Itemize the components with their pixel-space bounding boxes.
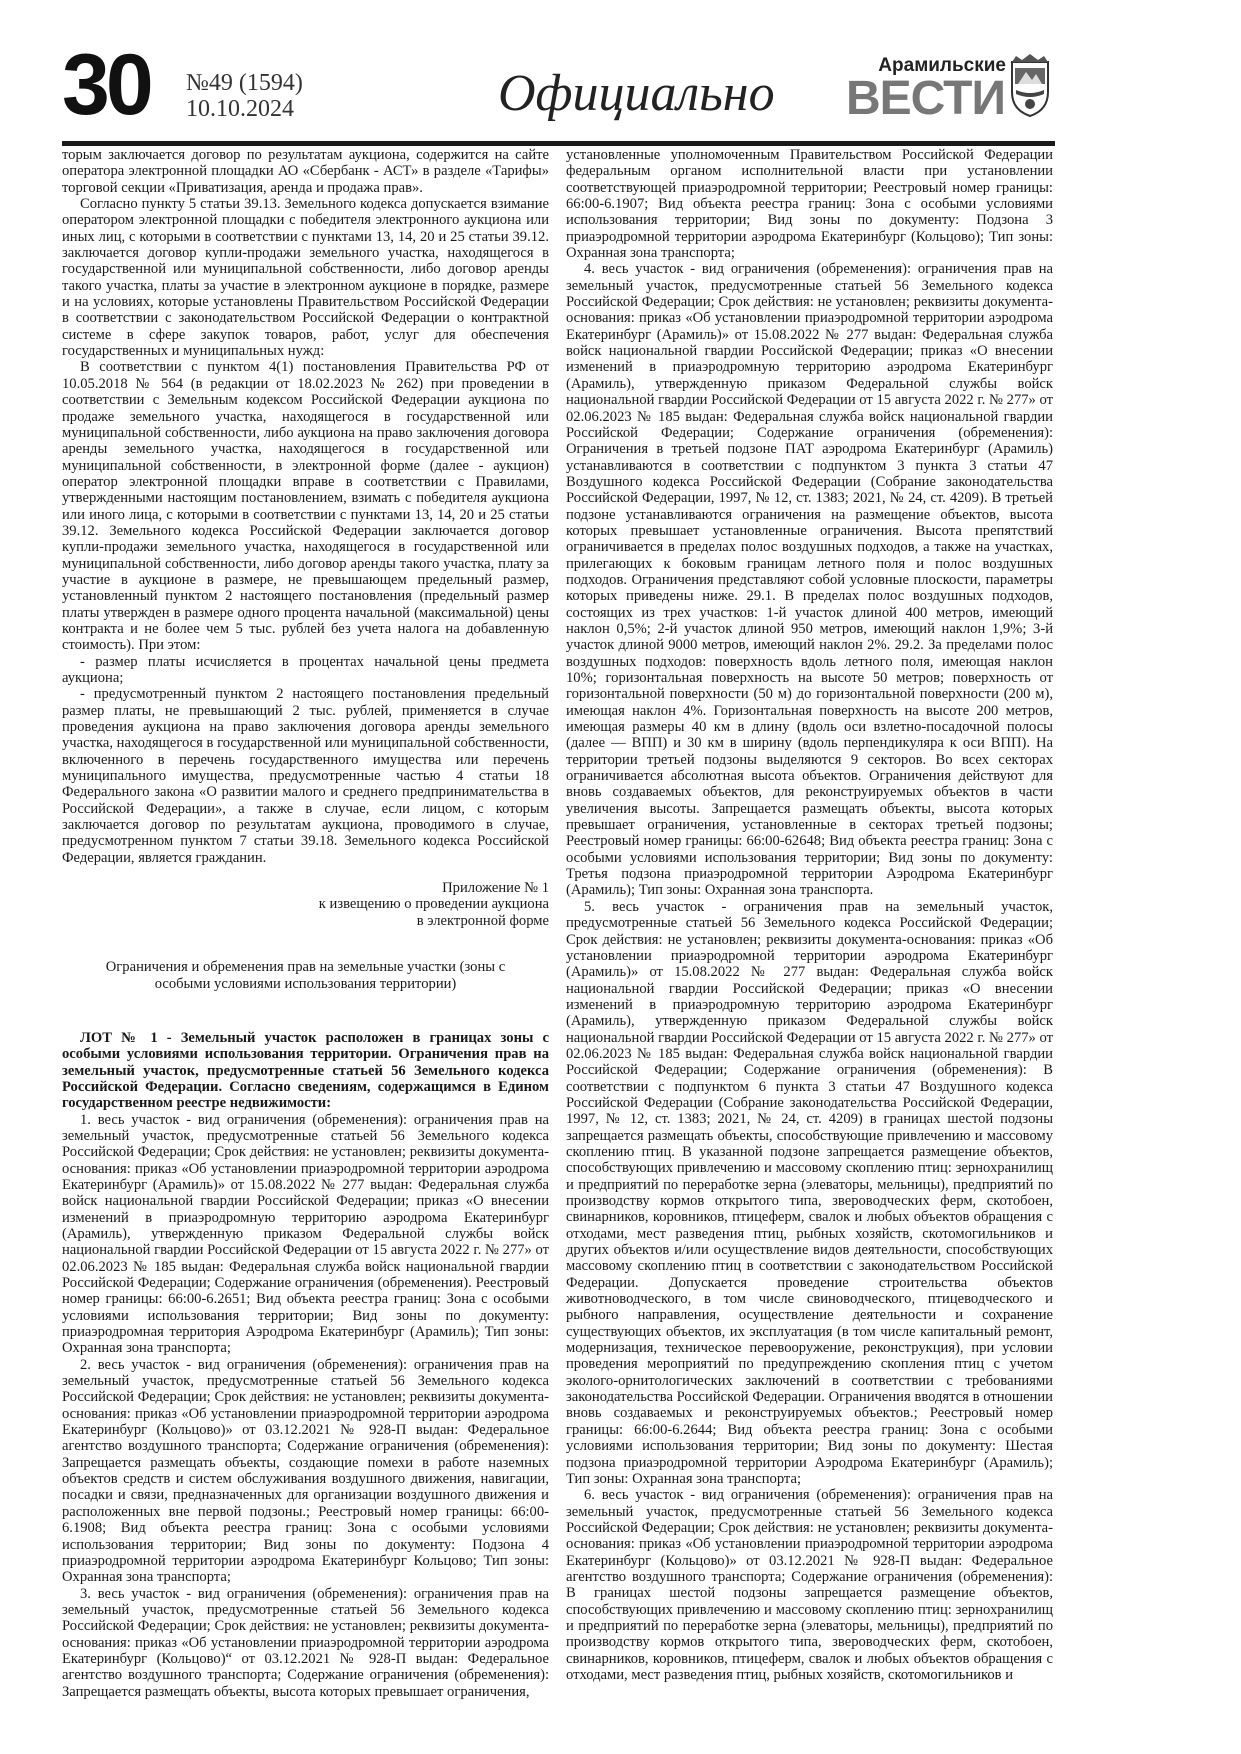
issue-info [186,70,303,122]
restriction-item: 1. весь участок - вид ограничения (обременения): ограничения прав на земельный участок, предусмотренные статьей 56 Земельного кодекса Российской Федерации; Срок действия: не установлен; реквизиты документа-основания: приказ «Об установлении приаэродромной территории аэродрома Екатеринбург (Арамиль)» от 15.08.2022 № 277 выдан: Федеральная служба войск национальной гвардии Российской Федерации; приказ «О внесении изменений в приаэродромную территорию аэродрома Екатеринбург (Арамиль), утвержденную приказом Федеральной службы войск национальной гвардии Российской Федерации от 15 августа 2022 г. № 277» от 02.06.2023 № 185 выдан: Федеральная служба войск национальной гвардии Российской Федерации; Содержание ограничения (обременения). Реестровый номер границы: 66:00-6.2651; Вид объекта реестра границ: Зона с особыми условиями использования территории; Вид зоны по документу: приаэродромная территория Аэродрома Екатеринбург (Арамиль); Тип зоны: Охранная зона транспорта; [62,1111,549,1357]
paragraph: - предусмотренный пунктом 2 настоящего постановления предельный размер платы, не превышающий 2 тыс. рублей, применяется в случае проведения аукциона на право заключения договора аренды земельного участка, находящегося в государственной или муниципальной собственности, включенного в перечень государственного имущества или перечень муниципального имущества, предусмотренные частью 4 статьи 18 Федерального закона «О развитии малого и среднего предпринимательства в Российской Федерации», а также в случае, если лицом, с которым заключается договор по результатам аукциона, проводимого в случае, предусмотренном пунктом 7 статьи 39.18. Земельного кодекса Российской Федерации, является гражданин. [62,686,549,866]
restriction-item: 5. весь участок - ограничения прав на земельный участок, предусмотренные статьей 56 Земельного кодекса Российской Федерации; Срок действия: не установлен; реквизиты документа-основания: приказ «Об установлении приаэродромной территории аэродрома Екатеринбург (Арамиль)» от 15.08.2022 № 277 выдан: Федеральная служба войск национальной гвардии Российской Федерации; приказ «О внесении изменений в приаэродромную территорию аэродрома Екатеринбург (Арамиль), утвержденную приказом Федеральной службы войск национальной гвардии Российской Федерации от 15 августа 2022 г. № 277» от 02.06.2023 № 185 выдан: Федеральная служба войск национальной гвардии Российской Федерации; Содержание ограничения (обременения): В соответствии с подпунктом 6 пункта 3 статьи 47 Воздушного кодекса Российской Федерации (Собрание законодательства Российской Федерации, 1997, № 12, ст. 1383; 2021, № 24, ст. 4209) в границах шестой подзоны запрещается размещать объекты, способствующие привлечению и массовому скоплению птиц. В указанной подзоне запрещается размещение объектов, способствующих привлечению и массовому скоплению птиц: зернохранилищ и предприятий по переработке зерна (элеваторы, мельницы), предприятий по производству кормов открытого типа, звероводческих ферм, скотобоен, свинарников, коровников, птицеферм, свалок и любых объектов обращения с отходами, мест разведения птиц, рыбных хозяйств, скотомогильников и других объектов и/или осуществление видов деятельности, способствующих массовому скоплению птиц в соответствии с законодательством Российской Федерации. Допускается проведение строительства объектов животноводческого, в том числе свиноводческого, птицеводческого и рыбного направления, осуществление деятельности и сохранение существующих объектов, их эксплуатация (в том числе капитальный ремонт, модернизация, техническое перевооружение, реконструкция), при условии проведения мероприятий по предупреждению скопления птиц с учетом эколого-орнитологических заключений в соответствии с требованиями законодательства Российской Федерации. Ограничения вводятся в отношении вновь создаваемых и реконструируемых объектов.; Реестровый номер границы: 66:00-6.2644; Вид объекта реестра границ: Зона с особыми условиями использования территории; Вид зоны по документу: Шестая подзона приаэродромной территории Аэродрома Екатеринбург (Арамиль); Тип зоны: Охранная зона транспорта; [566,898,1053,1487]
appendix-title: Ограничения и обременения прав на земельные участки (зоны с особыми условиями использования территории) [105,959,506,992]
appendix-line: к извещению о проведении аукциона [318,896,549,913]
appendix-note [62,880,549,929]
page-header [62,37,1055,140]
issue-number: №49 (1594) [186,70,303,96]
page-number: 30 [62,37,150,133]
logo-big-text: ВЕСТИ [846,72,1005,125]
paragraph: В соответствии с пунктом 4(1) постановления Правительства РФ от 10.05.2018 № 564 (в редакции от 18.02.2023 № 262) при проведении в соответствии с Земельным кодексом Российской Федерации аукциона по продаже земельного участка, находящегося в государственной или муниципальной собственности, либо аукциона на право заключения договора аренды земельного участка, находящегося в государственной или муниципальной собственности, в электронной форме (далее - аукцион) оператор электронной площадки вправе в соответствии с Правилами, утвержденными настоящим постановлением, взимать с победителя аукциона или иного лица, с которыми в соответствии с пунктами 13, 14, 20 и 25 статьи 39.12. Земельного кодекса Российской Федерации заключается договор купли-продажи земельного участка, находящегося в государственной или муниципальной собственности, либо договор аренды такого участка, плату за участие в аукционе в размере, не превышающем предельный размер, установленный пунктом 2 настоящего постановления (предельный размер платы утвержден в размере одного процента начальной (максимальной) цены контракта и не более чем 5 тыс. рублей без учета налога на добавленную стоимость). При этом: [62,359,549,654]
restriction-item: 6. весь участок - вид ограничения (обременения): ограничения прав на земельный участок, предусмотренные статьей 56 Земельного кодекса Российской Федерации; Срок действия: не установлен; реквизиты документа-основания: приказ «Об установлении приаэродромной территории аэродрома Екатеринбург (Кольцово)» от 03.12.2021 № 928-П выдан: Федеральное агентство воздушного транспорта; Содержание ограничения (обременения): В границах шестой подзоны запрещается размещение объектов, способствующих привлечению и массовому скоплению птиц: зернохранилищ и предприятий по переработке зерна (элеваторы, мельницы), предприятий по производству кормов открытого типа, звероводческих ферм, скотобоен, свинарников, коровников, птицеферм, свалок и любых объектов обращения с отходами, мест разведения птиц, рыбных хозяйств, скотомогильников и [566,1487,1053,1683]
section-title: Официально [498,65,775,122]
paragraph: - размер платы исчисляется в процентах начальной цены предмета аукциона; [62,653,549,686]
left-column [62,147,549,1700]
appendix-line: Приложение № 1 [442,880,549,897]
paragraph: установленные уполномоченным Правительством Российской Федерации федеральным органом исполнительной власти при установлении соответствующей приаэродромной территории; Реестровый номер границы: 66:00-6.1907; Вид объекта реестра границ: Зона с особыми условиями использования территории; Вид зоны по документу: Подзона 3 приаэродромной территории аэродрома Екатеринбург (Кольцово); Тип зоны: Охранная зона транспорта; [566,147,1053,262]
paragraph: Согласно пункту 5 статьи 39.13. Земельного кодекса допускается взимание оператором электронной площадки с победителя электронного аукциона или иных лиц, с которыми в соответствии с пунктами 13, 14, 20 и 25 статьи 39.12. заключается договор купли-продажи земельного участка, находящегося в государственной или муниципальной собственности, либо договор аренды такого участка, платы за участие в электронном аукционе в порядке, размере и на условиях, которые установлены Правительством Российской Федерации в соответствии с законодательством Российской Федерации о контрактной системе в сфере закупок товаров, работ, услуг для обеспечения государственных и муниципальных нужд: [62,196,549,360]
restriction-item: 3. весь участок - вид ограничения (обременения): ограничения прав на земельный участок, предусмотренные статьей 56 Земельного кодекса Российской Федерации; Срок действия: не установлен; реквизиты документа-основания: приказ «Об установлении приаэродромной территории аэродрома Екатеринбург (Кольцово)“ от 03.12.2021 № 928-П выдан: Федеральное агентство воздушного транспорта; Содержание ограничения (обременения): Запрещается размещать объекты, высота которых превышает ограничения, [62,1585,549,1700]
lot-heading: ЛОТ № 1 - Земельный участок расположен в границах зоны с особыми условиями использования территории. Ограничения прав на земельный участок, предусмотренные статьей 56 Земельного кодекса Российской Федерации. Согласно сведениям, содержащимся в Едином государственном реестре недвижимости: [62,1029,549,1112]
header-rule [62,141,1055,146]
paragraph: торым заключается договор по результатам аукциона, содержится на сайте оператора электронной площадки АО «Сбербанк - АСТ» в разделе «Тарифы» торговой секции «Приватизация, аренда и продажа прав». [62,147,549,196]
restriction-item: 2. весь участок - вид ограничения (обременения): ограничения прав на земельный участок, предусмотренные статьей 56 Земельного кодекса Российской Федерации; Срок действия: не установлен; реквизиты документа-основания: приказ «Об установлении приаэродромной территории аэродрома Екатеринбург (Кольцово)» от 03.12.2021 № 928-П выдан: Федеральное агентство воздушного транспорта; Содержание ограничения (обременения): Запрещается размещать объекты, создающие помехи в работе наземных объектов средств и систем обслуживания воздушного движения, навигации, посадки и связи, предназначенных для организации воздушного движения и расположенных вне первой подзоны.; Реестровый номер границы: 66:00-6.1908; Вид объекта реестра границ: Зона с особыми условиями использования территории; Вид зоны по документу: Подзона 4 приаэродромной территории аэродрома Екатеринбург Кольцово; Тип зоны: Охранная зона транспорта; [62,1356,549,1586]
logo-small-text: Арамильские [878,55,1006,76]
issue-date: 10.10.2024 [186,96,294,122]
coat-of-arms-icon [1006,54,1054,118]
newspaper-logo [846,55,1006,125]
appendix-line: в электронной форме [416,912,549,929]
right-column [566,147,1053,1683]
restriction-item: 4. весь участок - вид ограничения (обременения): ограничения прав на земельный участок, предусмотренные статьей 56 Земельного кодекса Российской Федерации; Срок действия: не установлен; реквизиты документа-основания: приказ «Об установлении приаэродромной территории аэродрома Екатеринбург (Арамиль)» от 15.08.2022 № 277 выдан: Федеральная служба войск национальной гвардии Российской Федерации; приказ «О внесении изменений в приаэродромную территорию аэродрома Екатеринбург (Арамиль), утвержденную приказом Федеральной службы войск национальной гвардии Российской Федерации от 15 августа 2022 г. № 277» от 02.06.2023 № 185 выдан: Федеральная служба войск национальной гвардии Российской Федерации; Содержание ограничения (обременения): Ограничения в третьей подзоне ПАТ аэродрома Екатеринбург (Арамиль) устанавливаются в соответствии с подпунктом 3 пункта 3 статьи 47 Воздушного кодекса Российской Федерации (Собрание законодательства Российской Федерации, 1997, № 12, ст. 1383; 2021, № 24, ст. 4209). В третьей подзоне устанавливаются ограничения на размещение объектов, высота которых превышает установленные ограничения. Высота препятствий ограничивается в пределах полос воздушных подходов, а также на участках, прилегающих к боковым границам летного поля и полос воздушных подходов. Ограничения представляют собой условные плоскости, параметры которых приведены ниже. 29.1. В пределах полос воздушных подходов, состоящих из трех участков: 1-й участок длиной 400 метров, имеющий наклон 0,5%; 2-й участок длиной 950 метров, имеющий наклон 1,9%; 3-й участок длиной 9000 метров, имеющий наклон 2%. 29.2. За пределами полос воздушных подходов: поверхность вдоль летного поля, имеющая наклон 10%; горизонтальная поверхность на высоте 50 метров; поверхность от горизонтальной поверхности (50 м) до горизонтальной поверхности (200 м), имеющая наклон 4%. Горизонтальная поверхность на высоте 200 метров, имеющая размеры 40 км в длину (вдоль оси взлетно-посадочной полосы (далее — ВПП) и 30 км в ширину (вдоль перпендикуляра к оси ВПП). На территории третьей подзоны выделяются 9 секторов. Во всех секторах ограничивается абсолютная высота объектов. Ограничения действуют для вновь создаваемых объектов, для реконструируемых объектов в части увеличения высоты. Запрещается размещать объекты, высота которых превышает ограничения, установленные в секторах третьей подзоны; Реестровый номер границы: 66:00-62648; Вид объекта реестра границ: Зона с особыми условиями использования территории; Вид зоны по документу: Третья подзона приаэродромной территории Аэродрома Екатеринбург (Арамиль); Тип зоны: Охранная зона транспорта. [566,261,1053,899]
